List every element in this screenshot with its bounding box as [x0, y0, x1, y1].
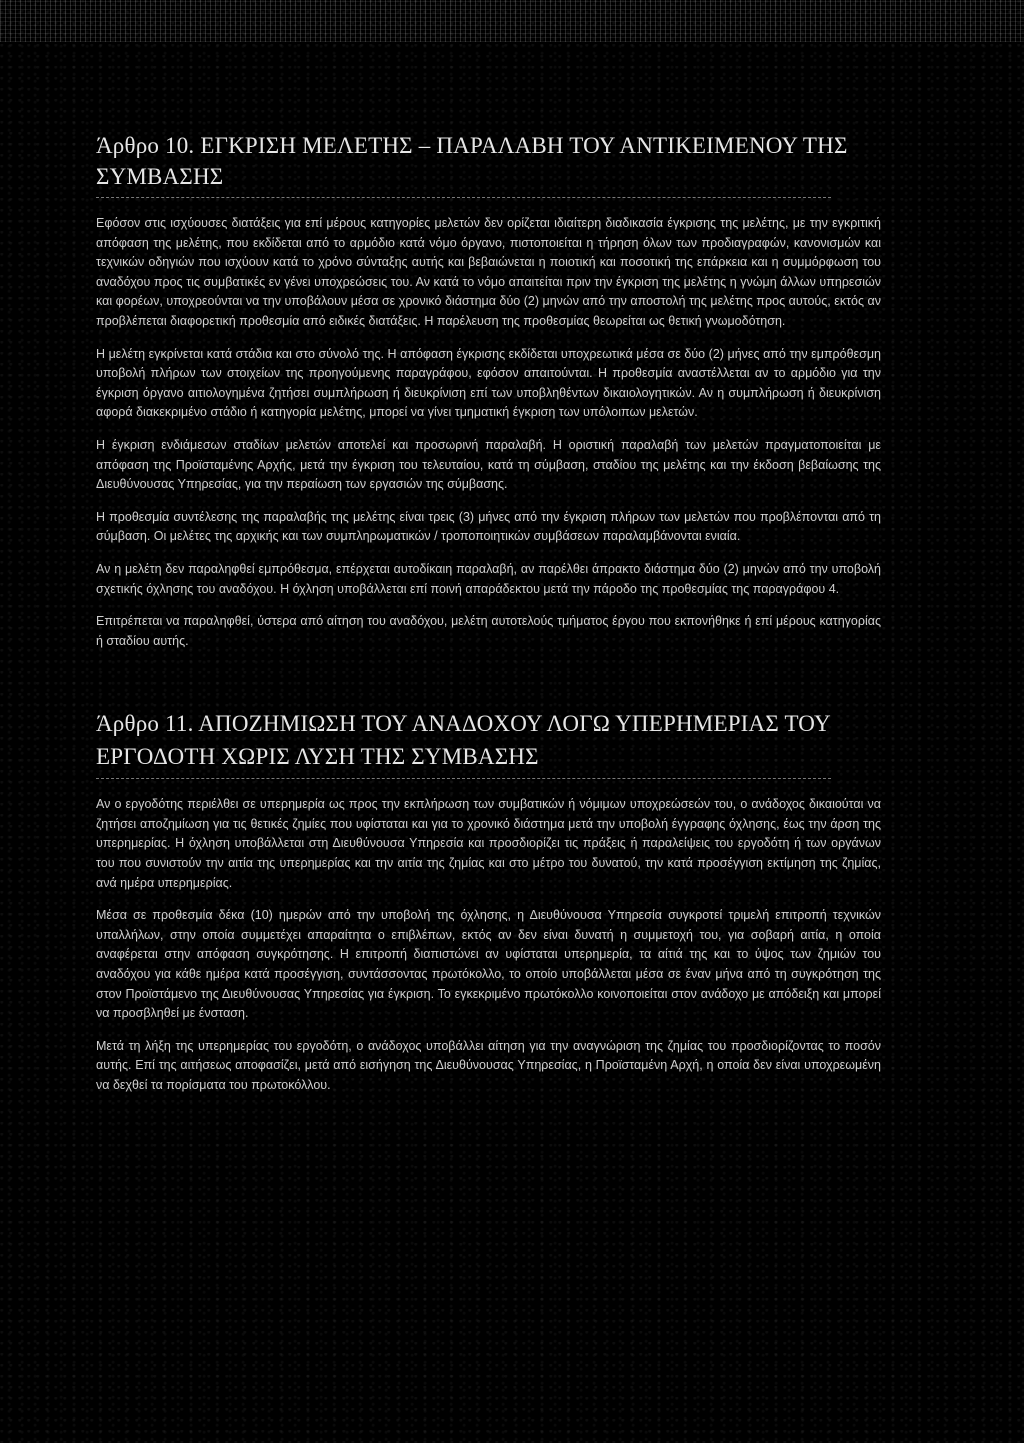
- article-11: [96, 707, 881, 1095]
- article-10-paragraph-6: Επιτρέπεται να παραληφθεί, ύστερα από αίτηση του αναδόχου, μελέτη αυτοτελούς τμήματος έργου που εκπονήθηκε ή επί μέρους κατηγορίας ή σταδίου αυτής.: [96, 614, 881, 648]
- article-10-paragraph-4: Η προθεσμία συντέλεσης της παραλαβής της μελέτης είναι τρεις (3) μήνες από την έγκριση πλήρων των μελετών που προβλέπονται από τη σύμβαση. Οι μελέτες της αρχικής και των συμπληρωματικών / τροποποιητικών συμβάσεων παραλαμβάνονται ενιαία.: [96, 509, 881, 544]
- article-10-paragraph-3: Η έγκριση ενδιάμεσων σταδίων μελετών αποτελεί και προσωρινή παραλαβή. Η οριστική παραλαβή των μελετών πραγματοποιείται με απόφαση της Προϊσταμένης Αρχής, μετά την έγκριση του τελευταίου, κατά τη σύμβαση, σταδίου της μελέτης και την έκδοση βεβαίωσης της Διευθύνουσας Υπηρεσίας, για την περαίωση των εργασιών της σύμβασης.: [96, 437, 881, 492]
- article-10-paragraph-5: Αν η μελέτη δεν παραληφθεί εμπρόθεσμα, επέρχεται αυτοδίκαιη παραλαβή, αν παρέλθει άπρακτο διάστημα δύο (2) μηνών από την υποβολή σχετικής όχλησης του αναδόχου. Η όχληση υποβάλλεται επί ποινή απαράδεκτου μετά την πάροδο της προθεσμίας της παραγράφου 4.: [96, 561, 881, 596]
- article-10-paragraph-2: Η μελέτη εγκρίνεται κατά στάδια και στο σύνολό της. Η απόφαση έγκρισης εκδίδεται υποχρεωτικά μέσα σε δύο (2) μήνες από την εμπρόθεσμη υποβολή πλήρων των στοιχείων της προηγούμενης παραγράφου, εφόσον απαιτούνται. Η προθεσμία αναστέλλεται αν το αρμόδιο για την έγκριση όργανο αιτιολογημένα ζητήσει συμπλήρωση ή διευκρίνιση επί των υποβληθέντων δικαιολογητικών. Αν η συμπλήρωση ή διευκρίνιση αφορά διακεκριμένο στάδιο ή κατηγορία μελέτης, μπορεί να γίνει τμηματική έγκριση των υπόλοιπων μελετών.: [96, 346, 881, 420]
- article-11-divider: [96, 778, 831, 779]
- article-11-heading: Άρθρο 11. ΑΠΟΖΗΜΙΩΣΗ ΤΟΥ ΑΝΑΔΟΧΟΥ ΛΟΓΩ ΥΠΕΡΗΜΕΡΙΑΣ ΤΟΥ ΕΡΓΟΔΟΤΗ ΧΩΡΙΣ ΛΥΣΗ ΤΗΣ ΣΥΜΒΑΣΗΣ: [96, 711, 830, 770]
- article-11-paragraph-1: Αν ο εργοδότης περιέλθει σε υπερημερία ως προς την εκπλήρωση των συμβατικών ή νόμιμων υποχρεώσεών του, ο ανάδοχος δικαιούται να ζητήσει αποζημίωση για τις θετικές ζημίες που υφίσταται και για το χρονικό διάστημα μετά την υποβολή έγγραφης όχλησης, έως την άρση της υπερημερίας. Η όχληση υποβάλλεται στη Διευθύνουσα Υπηρεσία και προσδιορίζει τις πράξεις ή παραλείψεις του εργοδότη ή των οργάνων του που συνιστούν την αιτία της υπερημερίας και την αιτία της ζημίας και στο μέτρο του δυνατού, την κατά προσέγγιση εκτίμηση της ζημίας, ανά ημέρα υπερημερίας.: [96, 797, 881, 890]
- article-10: [96, 130, 881, 651]
- article-10-paragraph-1: Εφόσον στις ισχύουσες διατάξεις για επί μέρους κατηγορίες μελετών δεν ορίζεται ιδιαίτερη διαδικασία έγκρισης της μελέτης, με την εγκριτική απόφαση της μελέτης, που εκδίδεται από το αρμόδιο κατά νόμο όργανο, πιστοποιείται η τήρηση όλων των προδιαγραφών, κανονισμών και τεχνικών οδηγιών που ισχύουν κατά το χρόνο σύνταξης αυτής και βεβαιώνεται η ποιοτική και ποσοτική της επάρκεια και η συμμόρφωση του αναδόχου προς τις συμβατικές εν γένει υποχρεώσεις του. Αν κατά το νόμο απαιτείται πριν την έγκριση της μελέτης η γνώμη άλλων υπηρεσιών και φορέων, υποχρεούνται να την υποβάλουν μέσα σε χρονικό διάστημα δύο (2) μηνών από την αποστολή της μελέτης προς αυτούς, εκτός αν προβλέπεται διαφορετική προθεσμία από ειδικές διατάξεις. Η παρέλευση της προθεσμίας θεωρείται ως θετική γνωμοδότηση.: [96, 216, 881, 328]
- article-10-heading: Άρθρο 10. ΕΓΚΡΙΣΗ ΜΕΛΕΤΗΣ – ΠΑΡΑΛΑΒΗ ΤΟΥ ΑΝΤΙΚΕΙΜΕΝΟΥ ΤΗΣ ΣΥΜΒΑΣΗΣ: [96, 133, 848, 189]
- article-11-paragraph-2: Μέσα σε προθεσμία δέκα (10) ημερών από την υποβολή της όχλησης, η Διευθύνουσα Υπηρεσία συγκροτεί τριμελή επιτροπή τεχνικών υπαλλήλων, στην οποία συμμετέχει απαραίτητα ο επιβλέπων, εκτός αν δεν είναι δυνατή η συμμετοχή του, για σοβαρή αιτία, η οποία αναφέρεται στην απόφαση συγκρότησης. Η επιτροπή διαπιστώνει αν υφίσταται υπερημερία, τα αίτιά της και το ύψος των ζημιών του αναδόχου για κάθε ημέρα κατά προσέγγιση, συντάσσοντας πρωτόκολλο, το οποίο υποβάλλεται μέσα σε έναν μήνα από τη συγκρότηση της στον Προϊστάμενο της Διευθύνουσας Υπηρεσίας για έγκριση. Το εγκεκριμένο πρωτόκολλο κοινοποιείται στον ανάδοχο με απόδειξη και μπορεί να προσβληθεί με ένσταση.: [96, 908, 881, 1021]
- article-11-paragraph-3: Μετά τη λήξη της υπερημερίας του εργοδότη, ο ανάδοχος υποβάλλει αίτηση για την αναγνώριση της ζημίας του προσδιορίζοντας το ποσόν αυτής. Επί της αιτήσεως αποφασίζει, μετά από εισήγηση της Διευθύνουσας Υπηρεσίας, η Προϊσταμένη Αρχή, η οποία δεν είναι υποχρεωμένη να δεχθεί τα πορίσματα του πρωτοκόλλου.: [96, 1038, 881, 1092]
- document-body: [96, 130, 881, 1109]
- article-10-divider: [96, 197, 831, 198]
- scan-noise-strip: [0, 0, 1024, 42]
